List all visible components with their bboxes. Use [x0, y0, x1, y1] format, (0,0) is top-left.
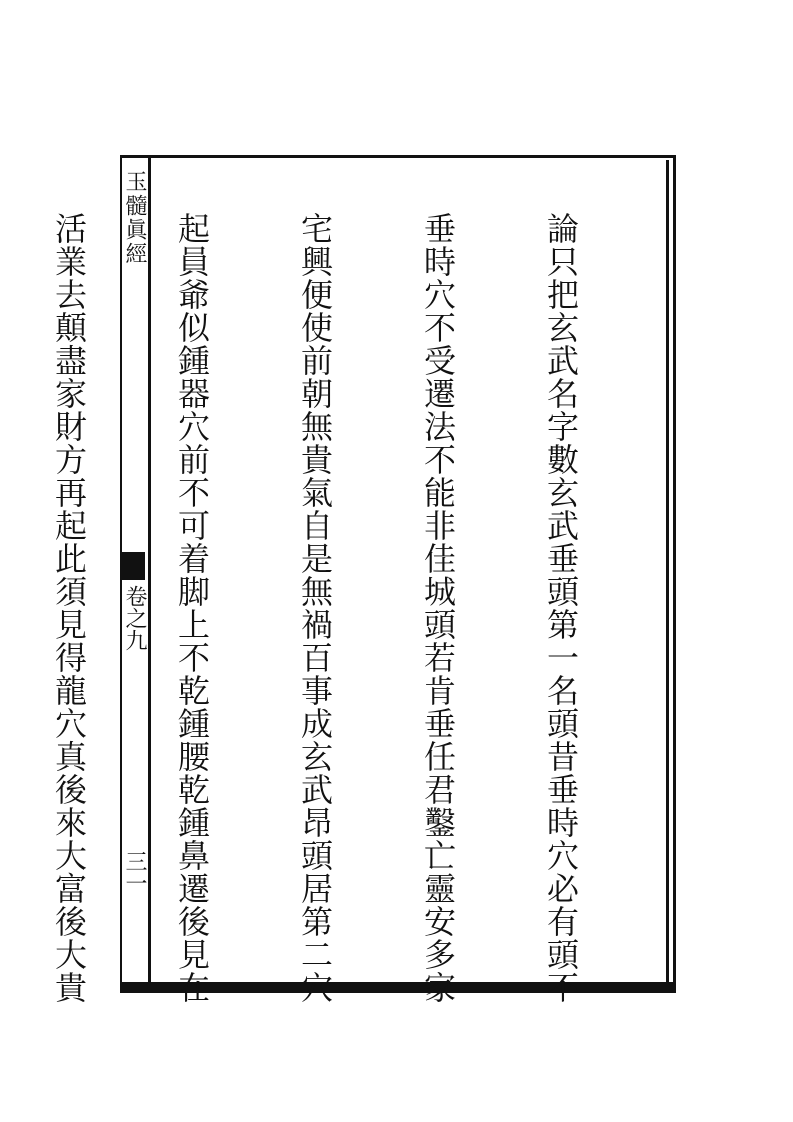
- volume-label: 卷之九: [122, 585, 147, 651]
- book-title: 玉髓眞經: [122, 170, 147, 266]
- text-column: 活業去顛盡家財方再起此須見得龍穴真後來大富後大貴: [50, 212, 88, 1004]
- text-column: 論只把玄武名字數玄武垂頭第一名頭昔垂時穴必有頭不: [542, 212, 580, 1004]
- page-number: 三一: [122, 850, 147, 894]
- text-column: 垂時穴不受遷法不能非佳城頭若肯垂任君鑿亡靈安多家: [419, 212, 457, 1004]
- inner-border-line: [666, 160, 669, 988]
- text-column: 起員爺似鍾器穴前不可着脚上不乾鍾腰乾鍾鼻遷後見在: [173, 212, 211, 1004]
- text-column: 宅興便使前朝無貴氣自是無禍百事成玄武昂頭居第二穴: [296, 212, 334, 1004]
